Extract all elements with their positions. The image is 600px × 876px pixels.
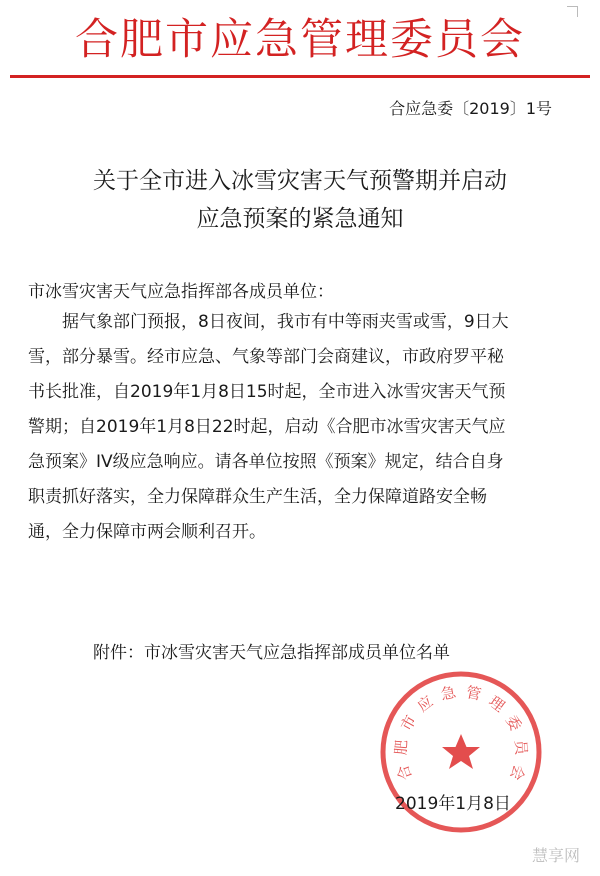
watermark: 慧享网 [531,846,580,865]
red-divider-line [10,75,590,78]
body-line: 警期；自2019年1月8日22时起，启动《合肥市冰雪灾害天气应 [28,417,506,437]
seal-char: 会 [506,762,529,783]
seal-char: 员 [511,739,531,756]
seal-char: 肥 [391,739,411,756]
salutation: 市冰雪灾害天气应急指挥部各成员单位： [28,282,334,302]
body-line: 据气象部门预报，8日夜间，我市有中等雨夹雪或雪，9日大 [28,312,509,332]
body-line: 职责抓好落实，全力保障群众生产生活，全力保障道路安全畅 [28,487,487,507]
title-line-1: 关于全市进入冰雪灾害天气预警期并启动 [93,168,507,194]
seal-char: 管 [464,683,483,704]
body-line: 书长批准，自2019年1月8日15时起，全市进入冰雪灾害天气预 [28,382,506,402]
body-line: 雪，部分暴雪。经市应急、气象等部门会商建议，市政府罗平秘 [28,347,504,367]
seal-char: 理 [485,692,509,716]
body-line: 急预案》IV级应急响应。请各单位按照《预案》规定，结合自身 [28,452,504,472]
document-title [0,162,600,238]
body-paragraph [28,305,558,550]
seal-star-icon [442,734,480,769]
seal-char: 市 [396,712,421,734]
seal-char: 委 [501,712,526,734]
seal-char: 合 [393,762,416,783]
attachment-note: 附件：市冰雪灾害天气应急指挥部成员单位名单 [93,643,450,663]
document-number: 合应急委〔2019〕1号 [389,99,552,118]
seal-char: 应 [413,692,437,716]
title-line-2: 应急预案的紧急通知 [196,206,404,232]
org-header-title: 合肥市应急管理委员会 [75,15,525,65]
issue-date: 2019年1月8日 [395,794,511,814]
seal-char: 急 [439,683,458,704]
body-line: 通，全力保障市两会顺利召开。 [28,522,266,542]
